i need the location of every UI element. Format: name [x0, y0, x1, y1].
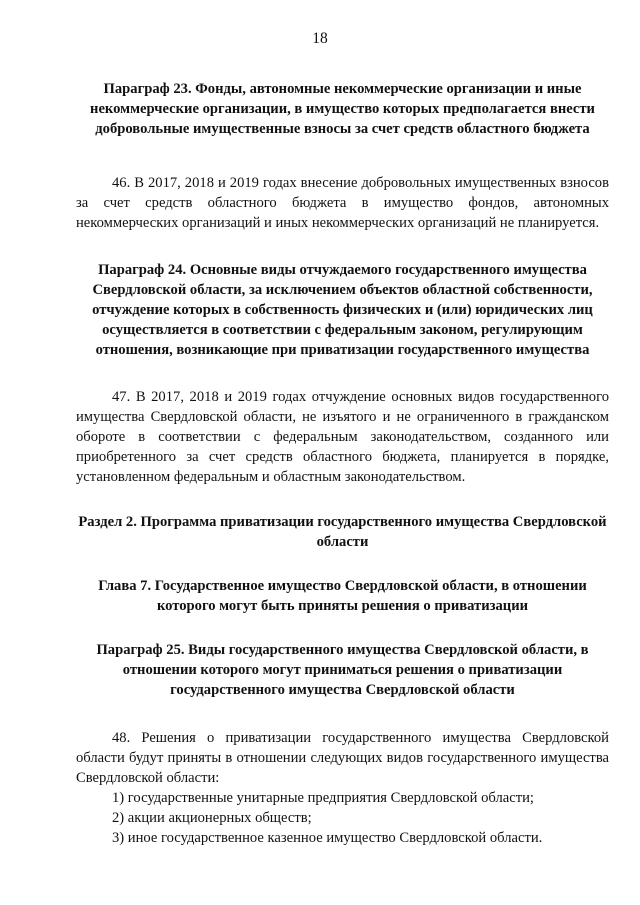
- item-46-text: 46. В 2017, 2018 и 2019 годах внесение добровольных имущественных взносов за счет средств областного бюджета в имущество фондов, автономных некоммерческих организаций и иных некоммерческих организаций не планируется.: [76, 175, 609, 231]
- page-number: 18: [312, 30, 328, 47]
- item-47-text: 47. В 2017, 2018 и 2019 годах отчуждение основных видов государственного имущества Свердловской области, не изъятого и не ограниченного в гражданском обороте в соответствии с федеральным законодательством, созданного или приобретенного за счет средств областного бюджета, планируется в порядке, установленном федеральным и областным законодательством.: [76, 389, 609, 485]
- paragraph-23-heading: Параграф 23. Фонды, автономные некоммерческие организации и иные некоммерческие организации, в имущество которых предполагается внести добровольные имущественные взносы за счет средств областного бюджета: [90, 81, 595, 137]
- list-item: 3) иное государственное казенное имущество Свердловской области.: [112, 830, 543, 846]
- paragraph-24-heading: Параграф 24. Основные виды отчуждаемого государственного имущества Свердловской области, за исключением объектов областной собственности, отчуждение которых в собственность физических и (или) юридических лиц осуществляется в соответствии с федеральным законом, регулирующим отношения, возникающие при приватизации государственного имущества: [92, 262, 593, 358]
- list-item: 1) государственные унитарные предприятия Свердловской области;: [112, 790, 534, 806]
- page-content: [76, 79, 609, 848]
- chapter-7-heading: Глава 7. Государственное имущество Свердловской области, в отношении которого могут быть приняты решения о приватизации: [98, 578, 587, 614]
- section-2-heading: Раздел 2. Программа приватизации государственного имущества Свердловской области: [78, 514, 607, 550]
- paragraph-25-heading: Параграф 25. Виды государственного имущества Свердловской области, в отношении которого могут приниматься решения о приватизации государственного имущества Свердловской области: [96, 642, 589, 698]
- item-48-text: 48. Решения о приватизации государственного имущества Свердловской области будут приняты в отношении следующих видов государственного имущества Свердловской области:: [76, 730, 609, 786]
- list-item: 2) акции акционерных обществ;: [112, 810, 312, 826]
